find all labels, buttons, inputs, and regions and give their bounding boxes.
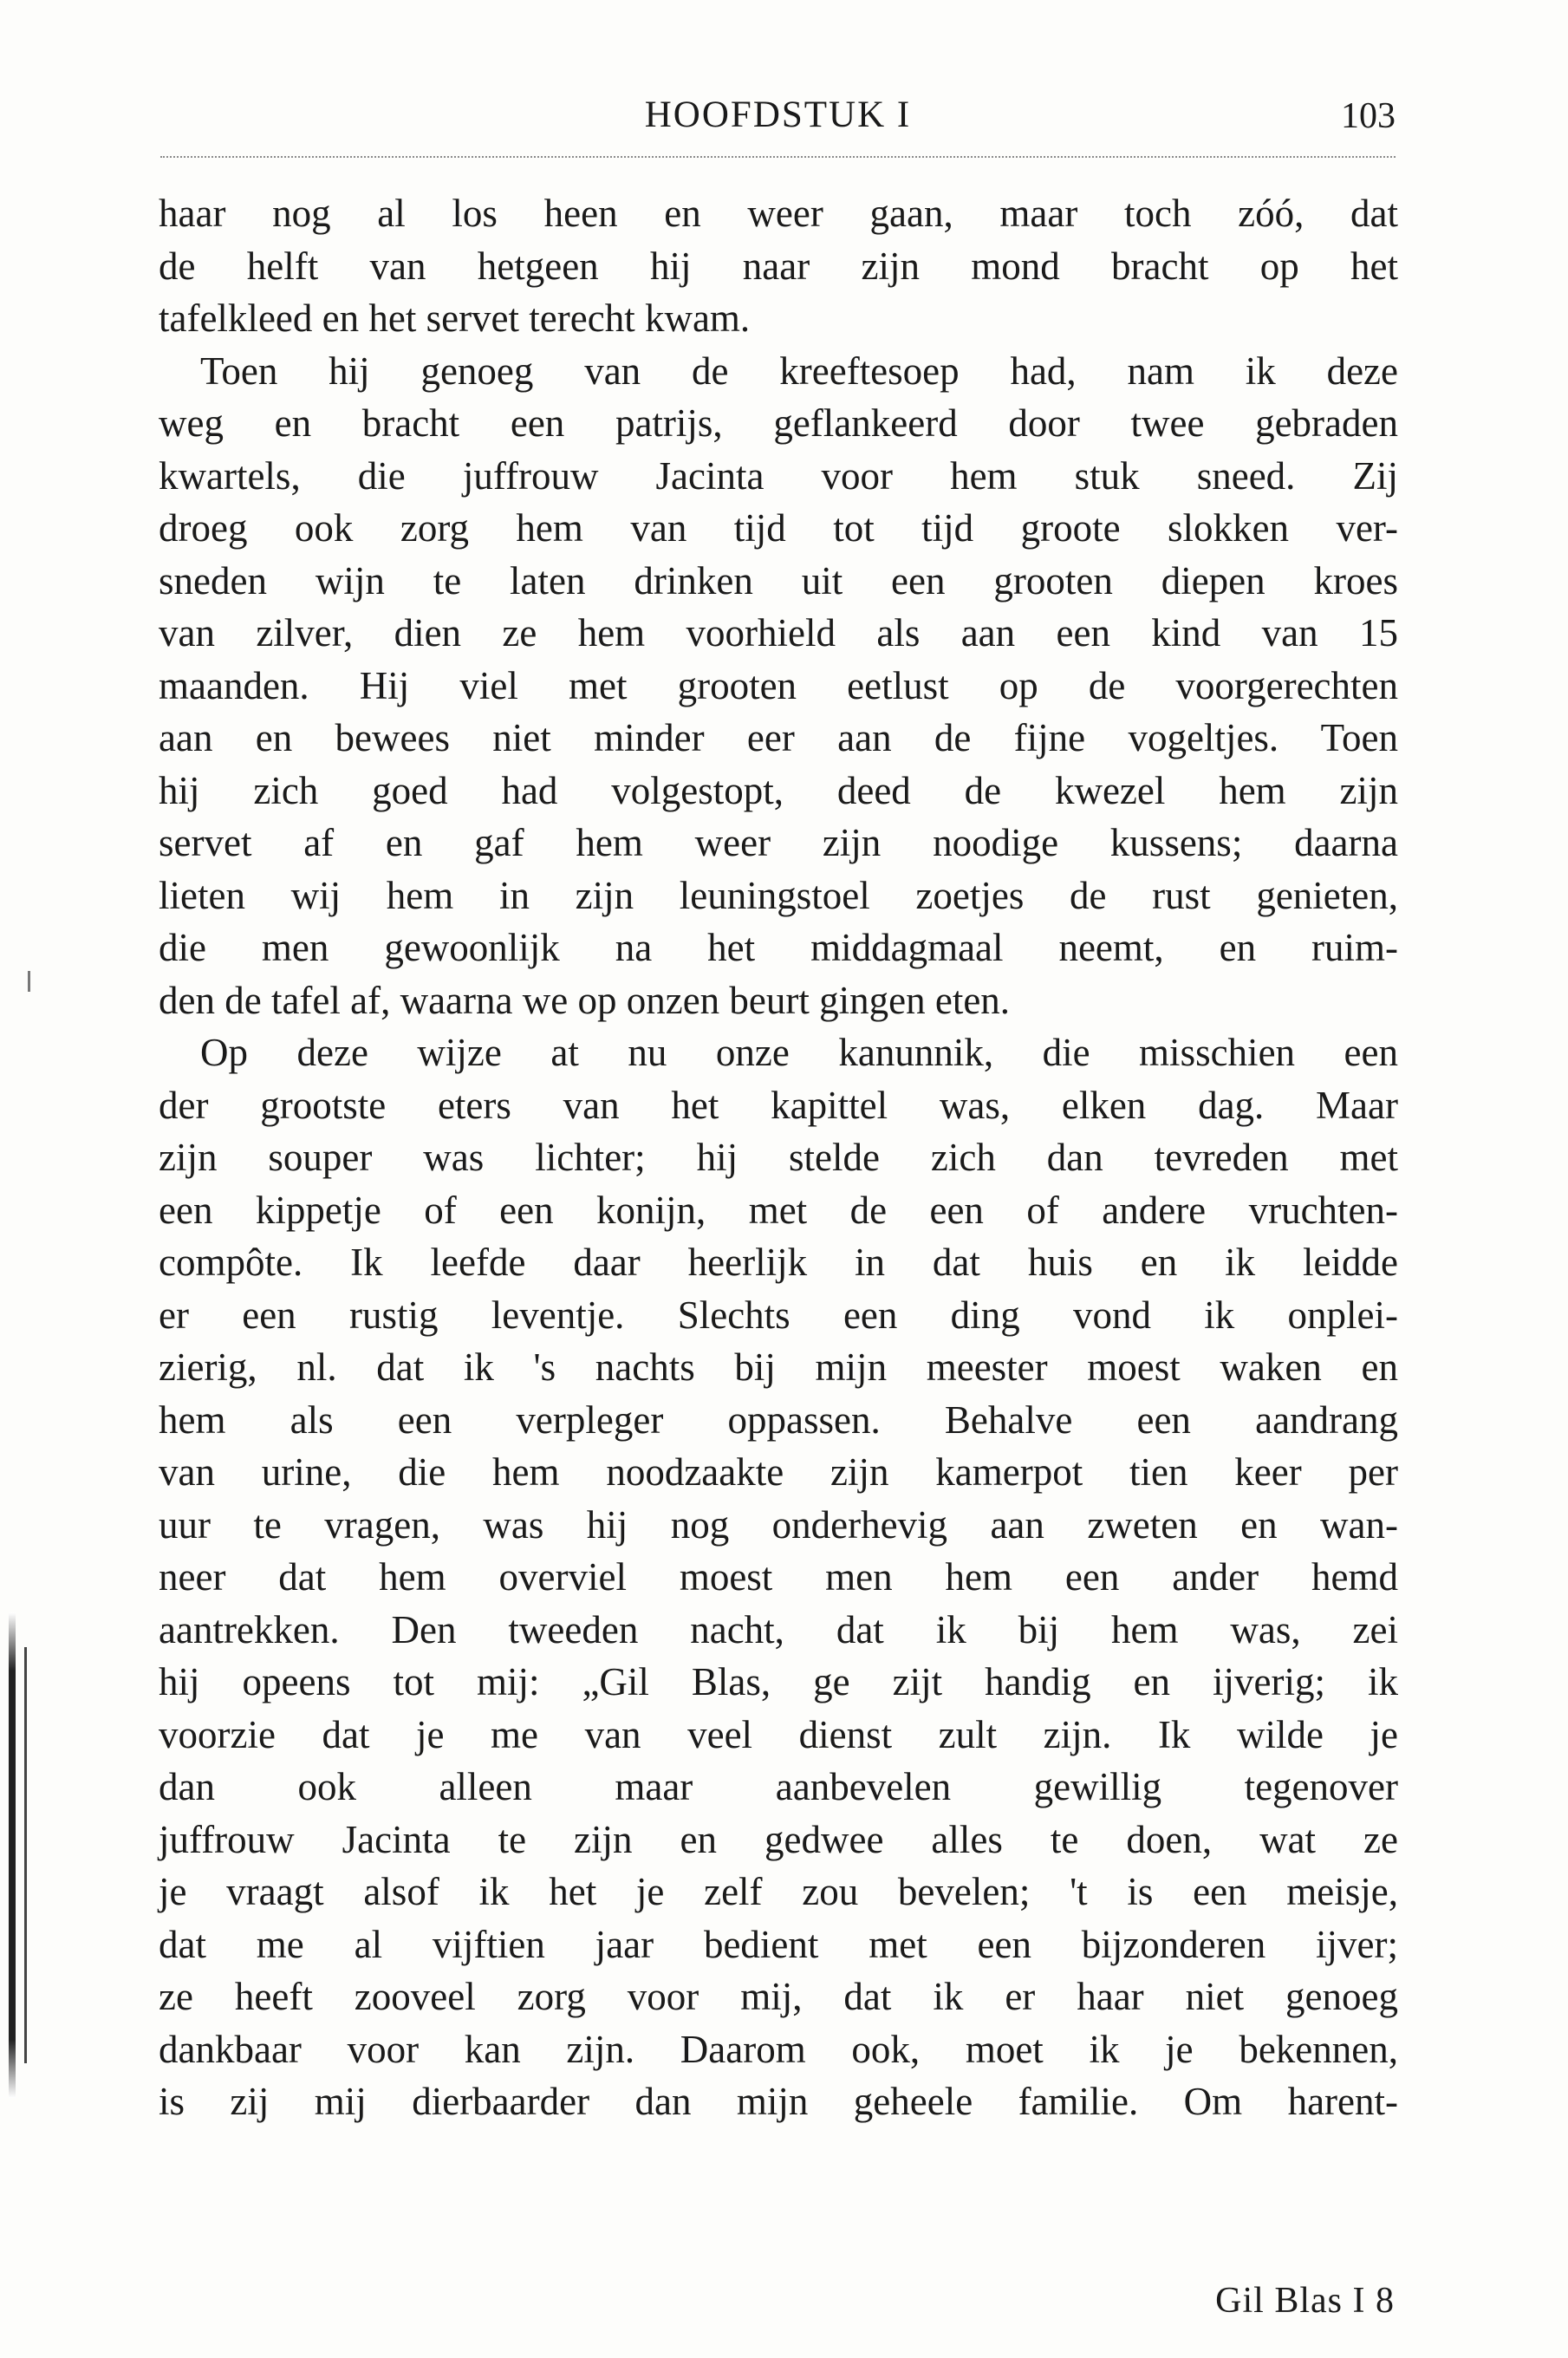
text-line: der grootste eters van het kapittel was, elken dag. Maar bbox=[159, 1083, 1398, 1127]
text-line: droeg ook zorg hem van tijd tot tijd groote slokken ver- bbox=[159, 506, 1398, 550]
text-line: hij opeens tot mij: „Gil Blas, ge zijt handig en ijverig; ik bbox=[159, 1660, 1398, 1703]
text-line: kwartels, die juffrouw Jacinta voor hem stuk sneed. Zij bbox=[159, 453, 1398, 498]
header-rule bbox=[160, 156, 1396, 158]
text-line: aantrekken. Den tweeden nacht, dat ik bij hem was, zei bbox=[159, 1607, 1398, 1651]
text-line: compôte. Ik leefde daar heerlijk in dat huis en ik leidde bbox=[159, 1241, 1398, 1284]
text-line: dan ook alleen maar aanbevelen gewillig tegenover bbox=[159, 1765, 1398, 1808]
page-number: 103 bbox=[1341, 96, 1396, 136]
scan-edge-line bbox=[24, 1647, 27, 2063]
text-line: uur te vragen, was hij nog onderhevig aan zweten en wan- bbox=[159, 1502, 1398, 1547]
text-line: je vraagt alsof ik het je zelf zou bevelen; 't is een meisje, bbox=[159, 1870, 1398, 1913]
text-line: de helft van hetgeen hij naar zijn mond bracht op het bbox=[159, 244, 1398, 288]
text-line: voorzie dat je me van veel dienst zult zijn. Ik wilde je bbox=[159, 1712, 1398, 1756]
body-text bbox=[159, 187, 1398, 2128]
text-line: maanden. Hij viel met grooten eetlust op de voorgerechten bbox=[159, 663, 1398, 707]
text-line: van urine, die hem noodzaakte zijn kamerpot tien keer per bbox=[159, 1450, 1398, 1494]
text-line: hem als een verpleger oppassen. Behalve een aandrang bbox=[159, 1397, 1398, 1442]
scan-speck bbox=[28, 971, 30, 992]
text-line: neer dat hem overviel moest men hem een ander hemd bbox=[159, 1555, 1398, 1599]
text-line: juffrouw Jacinta te zijn en gedwee alles te doen, wat ze bbox=[159, 1817, 1398, 1861]
text-line: aan en bewees niet minder eer aan de fijne vogeltjes. Toen bbox=[159, 716, 1398, 759]
running-head: HOOFDSTUK I bbox=[644, 94, 912, 135]
text-line: een kippetje of een konijn, met de een of andere vruchten- bbox=[159, 1188, 1398, 1232]
text-line: van zilver, dien ze hem voorhield als aan een kind van 15 bbox=[159, 611, 1398, 655]
page-header bbox=[160, 87, 1396, 156]
text-line: ze heeft zooveel zorg voor mij, dat ik er haar niet genoeg bbox=[159, 1975, 1398, 2018]
text-line: tafelkleed en het servet terecht kwam. bbox=[159, 296, 751, 340]
text-line: sneden wijn te laten drinken uit een grooten diepen kroes bbox=[159, 558, 1398, 603]
text-line: Op deze wijze at nu onze kanunnik, die misschien een bbox=[200, 1031, 1398, 1074]
text-line: dat me al vijftien jaar bedient met een bijzonderen ijver; bbox=[159, 1922, 1398, 1966]
text-line: weg en bracht een patrijs, geflankeerd door twee gebraden bbox=[159, 401, 1398, 445]
scan-edge-mark bbox=[9, 1612, 16, 2098]
text-line: zijn souper was lichter; hij stelde zich dan tevreden met bbox=[159, 1136, 1398, 1179]
text-line: den de tafel af, waarna we op onzen beurt gingen eten. bbox=[159, 978, 1011, 1022]
text-line: Toen hij genoeg van de kreeftesoep had, nam ik deze bbox=[200, 348, 1398, 393]
text-line: lieten wij hem in zijn leuningstoel zoetjes de rust genieten, bbox=[159, 873, 1398, 917]
text-line: hij zich goed had volgestopt, deed de kwezel hem zijn bbox=[159, 768, 1398, 812]
text-line: zierig, nl. dat ik 's nachts bij mijn meester moest waken en bbox=[159, 1345, 1398, 1389]
text-line: haar nog al los heen en weer gaan, maar toch zóó, dat bbox=[159, 192, 1398, 235]
text-line: die men gewoonlijk na het middagmaal neemt, en ruim- bbox=[159, 926, 1398, 969]
text-line: is zij mij dierbaarder dan mijn geheele familie. Om harent- bbox=[159, 2080, 1398, 2123]
text-line: dankbaar voor kan zijn. Daarom ook, moet ik je bekennen, bbox=[159, 2027, 1398, 2071]
signature-mark: Gil Blas I 8 bbox=[1215, 2281, 1395, 2321]
text-line: er een rustig leventje. Slechts een ding vond ik onplei- bbox=[159, 1293, 1398, 1337]
text-line: servet af en gaf hem weer zijn noodige kussens; daarna bbox=[159, 821, 1398, 864]
